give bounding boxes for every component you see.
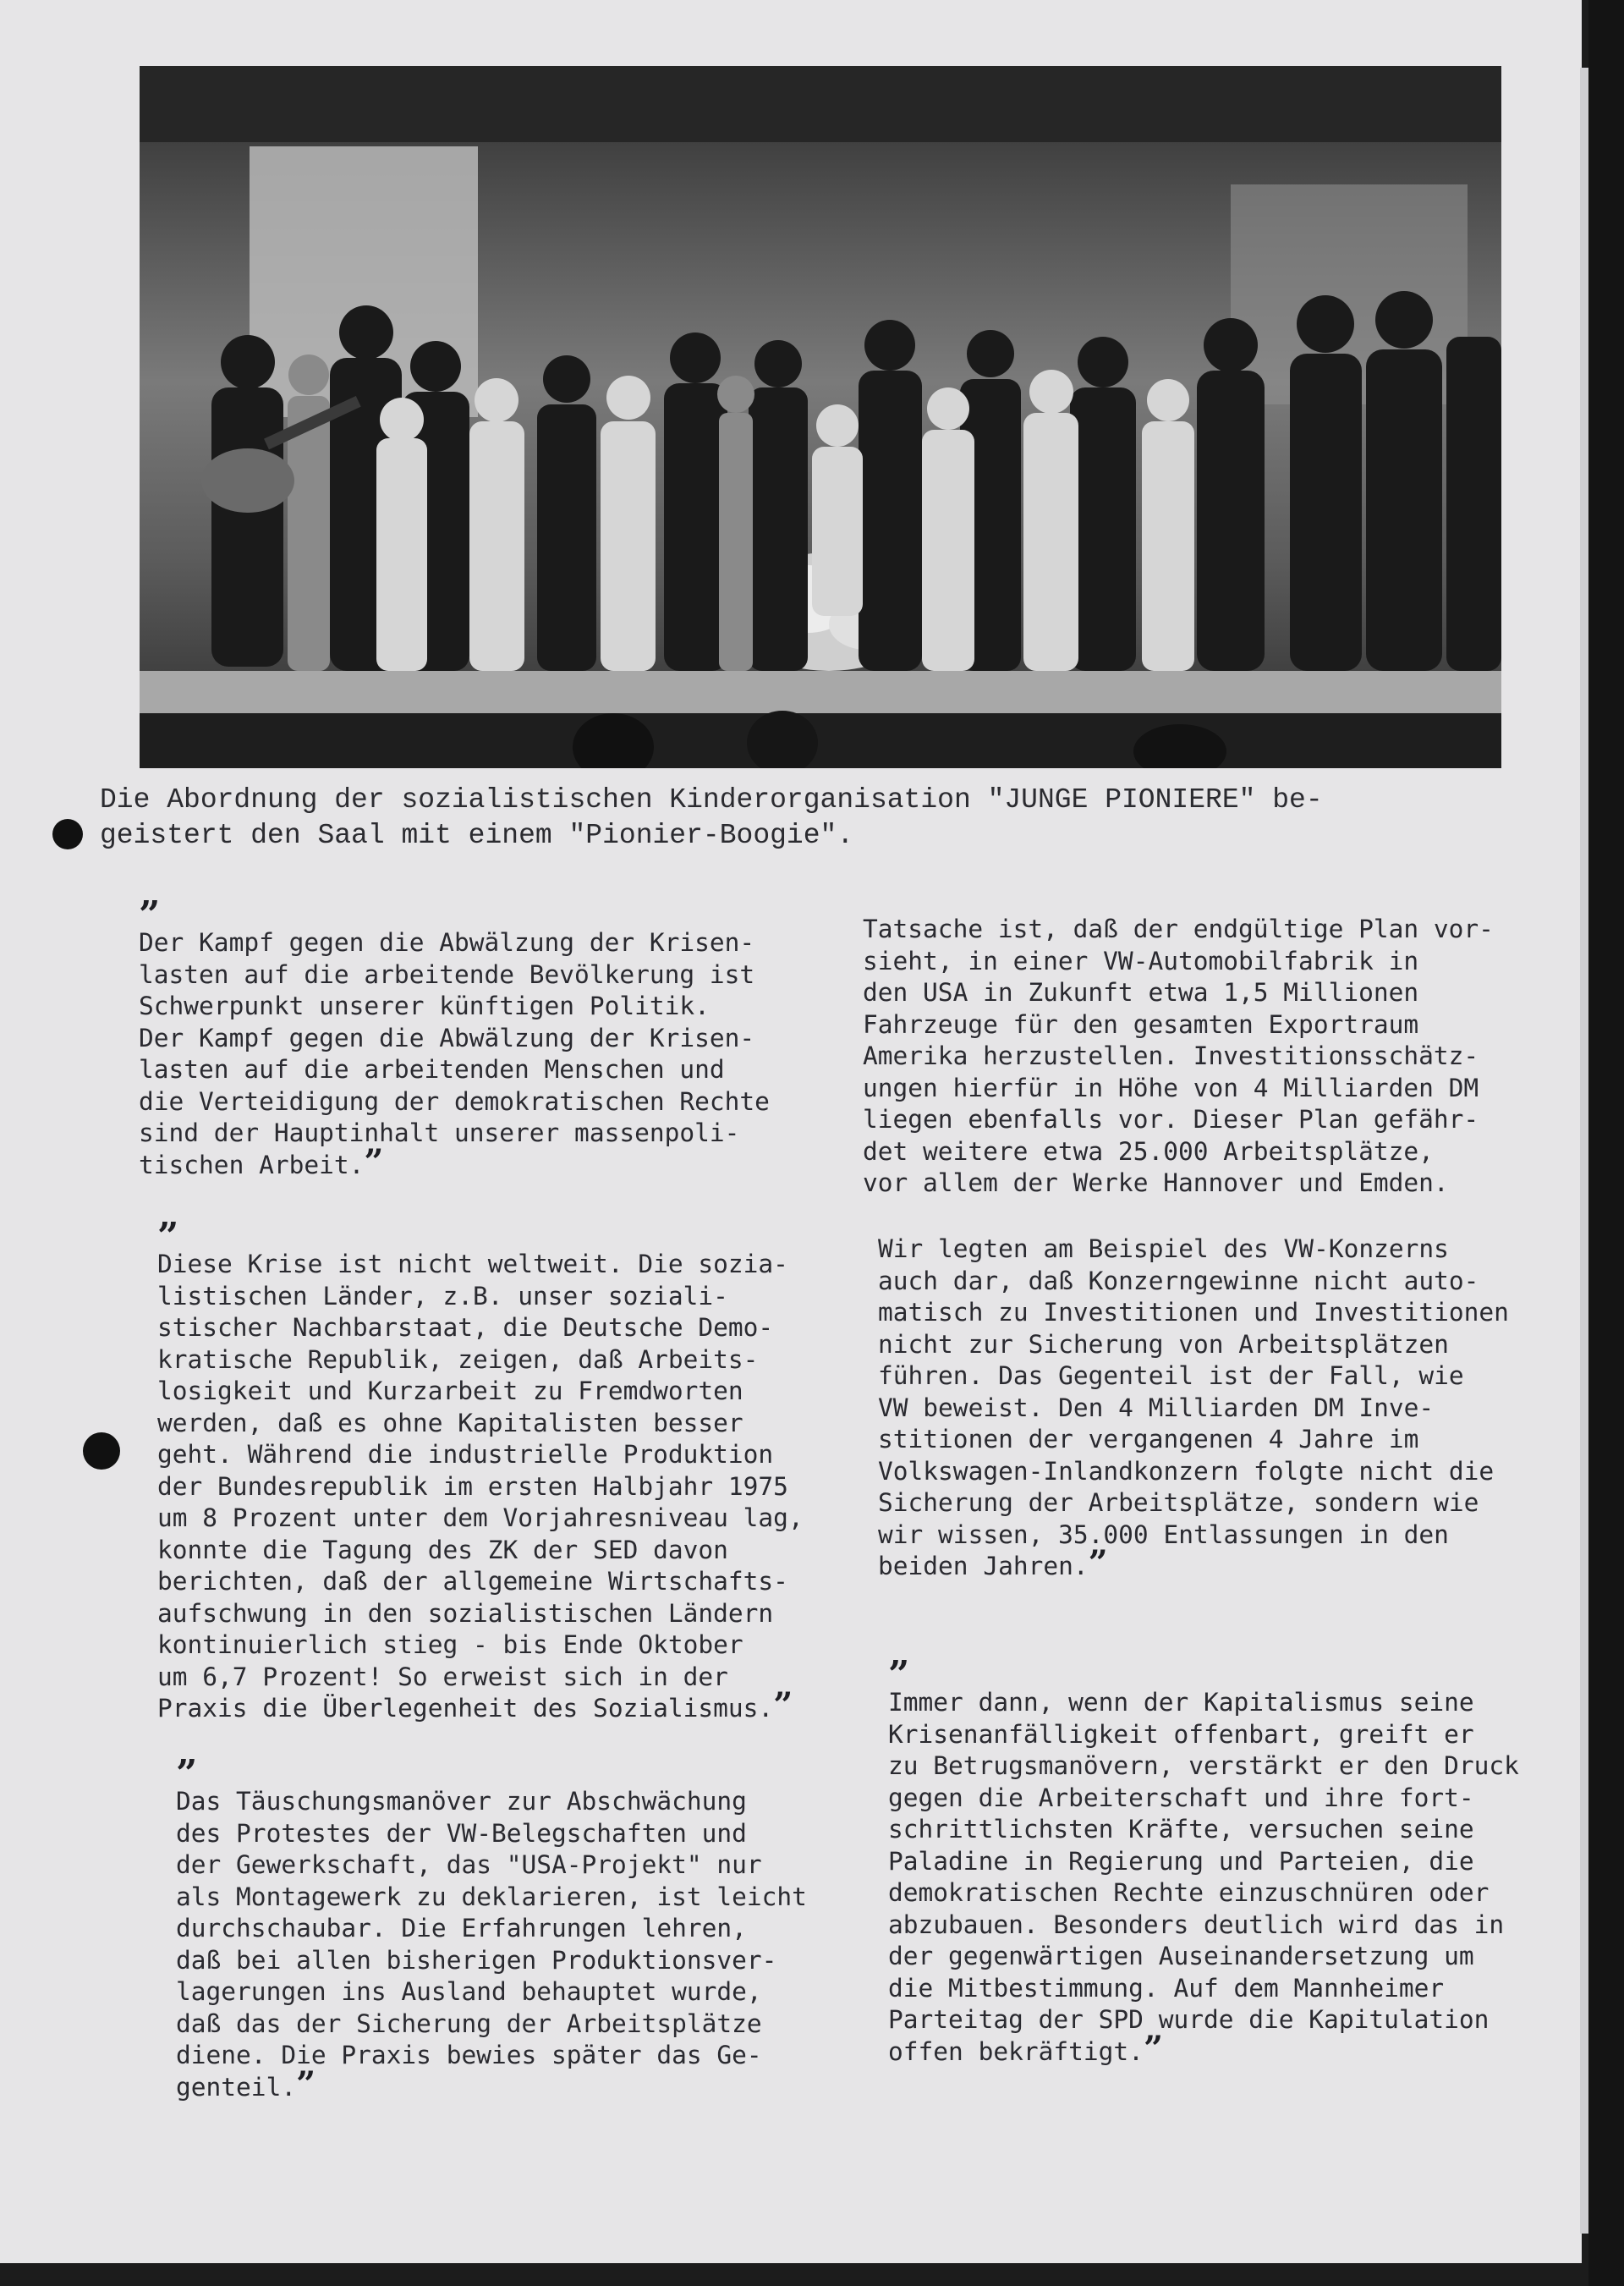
quote-block-1 [139,893,770,1182]
caption-line-1: Die Abordnung der sozialistischen Kinderorganisation "JUNGE PIONIERE" be- [100,784,1323,816]
text-line: Volkswagen-Inlandkonzern folgte nicht die [878,1456,1495,1486]
text-line: Der Kampf gegen die Abwälzung der Krisen- [139,928,755,957]
closing-quote-mark: ” [1143,2028,1160,2069]
text-line: um 6,7 Prozent! So erweist sich in der [157,1662,728,1691]
text-line: matisch zu Investitionen und Investitionen [878,1298,1509,1327]
text-line: Diese Krise ist nicht weltweit. Die sozia- [157,1250,788,1278]
text-line: kratische Republik, zeigen, daß Arbeits- [157,1344,759,1374]
text-line: lasten auf die arbeitende Bevölkerung ist [139,959,755,989]
text-line: VW beweist. Den 4 Milliarden DM Inve- [878,1393,1435,1422]
text-line: tischen Arbeit.” [139,1141,381,1182]
paragraph-vw-investments [878,1234,1509,1583]
text-line: aufschwung in den sozialistischen Ländern [157,1598,774,1628]
closing-quote-mark: ” [773,1685,791,1725]
text-line: listischen Länder, z.B. unser soziali- [157,1281,728,1311]
text-line: daß bei allen bisherigen Produktionsver- [176,1945,777,1975]
stage-photo [140,66,1501,768]
photo-caption [100,783,1512,854]
text-line: des Protestes der VW-Belegschaften und [176,1818,747,1848]
text-line: durchschaubar. Die Erfahrungen lehren, [176,1914,747,1943]
text-line: sind der Hauptinhalt unserer massenpoli- [139,1118,740,1147]
text-line: um 8 Prozent unter dem Vorjahresniveau lag, [157,1503,804,1532]
text-line: der Bundesrepublik im ersten Halbjahr 1975 [157,1471,788,1501]
text-line: sieht, in einer VW-Automobilfabrik in [863,946,1419,975]
text-line: kontinuierlich stieg - bis Ende Oktober [157,1630,743,1659]
closing-quote-mark: ” [296,2063,314,2104]
text-line: daß das der Sicherung der Arbeitsplätze [176,2008,762,2038]
text-line: wir wissen, 35.000 Entlassungen in den [878,1519,1449,1549]
text-line: Parteitag der SPD wurde die Kapitulation [888,2005,1490,2034]
text-line: liegen ebenfalls vor. Dieser Plan gefähr- [863,1105,1479,1134]
closing-quote-mark: ” [1088,1543,1106,1583]
text-line: zu Betrugsmanövern, verstärkt er den Druck [888,1751,1519,1780]
text-line: vor allem der Werke Hannover und Emden. [863,1168,1449,1197]
text-line: der Gewerkschaft, das "USA-Projekt" nur [176,1850,762,1879]
background-edge [1588,0,1624,2286]
text-line: Der Kampf gegen die Abwälzung der Krisen- [139,1023,755,1052]
opening-quote-mark: ” [176,1752,195,1795]
text-line: Krisenanfälligkeit offenbart, greift er [888,1719,1474,1749]
text-line: werden, daß es ohne Kapitalisten besser [157,1408,743,1437]
text-line: gegen die Arbeiterschaft und ihre fort- [888,1783,1474,1812]
punch-hole-top [52,819,83,849]
text-line: schrittlichsten Kräfte, versuchen seine [888,1815,1474,1844]
text-line: ungen hierfür in Höhe von 4 Milliarden DM [863,1073,1479,1102]
punch-hole-middle [83,1432,120,1470]
text-line: Schwerpunkt unserer künftigen Politik. [139,992,710,1020]
text-line: Das Täuschungsmanöver zur Abschwächung [176,1787,747,1816]
text-line: Sicherung der Arbeitsplätze, sondern wie [878,1488,1479,1517]
text-line: den USA in Zukunft etwa 1,5 Millionen [863,978,1419,1007]
text-line: lasten auf die arbeitenden Menschen und [139,1055,725,1084]
text-line: Tatsache ist, daß der endgültige Plan vor- [863,915,1494,943]
text-line: genteil.” [176,2063,314,2104]
text-line: beiden Jahren.” [878,1543,1106,1583]
text-line: demokratischen Rechte einzuschnüren oder [888,1878,1490,1907]
text-line: nicht zur Sicherung von Arbeitsplätzen [878,1329,1449,1359]
quote-block-3 [176,1752,807,2104]
closing-quote-mark: ” [364,1141,381,1182]
text-line: lagerungen ins Ausland behauptet wurde, [176,1977,762,2006]
text-line: geht. Während die industrielle Produktion [157,1440,774,1469]
text-line: als Montagewerk zu deklarieren, ist leicht [176,1882,807,1911]
text-line: konnte die Tagung des ZK der SED davon [157,1535,728,1564]
text-line: Praxis die Überlegenheit des Sozialismus.” [157,1685,791,1725]
text-line: der gegenwärtigen Auseinandersetzung um [888,1942,1474,1970]
caption-line-2: geistert den Saal mit einem "Pionier-Boogie". [100,820,854,851]
text-line: offen bekräftigt.” [888,2028,1160,2069]
opening-quote-mark: ” [157,1215,177,1258]
text-line: det weitere etwa 25.000 Arbeitsplätze, [863,1136,1434,1166]
paragraph-usa-plan [863,914,1494,1200]
text-line: die Mitbestimmung. Auf dem Mannheimer [888,1973,1445,2003]
text-line: auch dar, daß Konzerngewinne nicht auto- [878,1266,1479,1295]
text-line: abzubauen. Besonders deutlich wird das in [888,1910,1505,1939]
quote-block-4 [888,1653,1519,2069]
text-line: losigkeit und Kurzarbeit zu Fremdworten [157,1377,743,1405]
text-line: Wir legten am Beispiel des VW-Konzerns [878,1234,1449,1263]
quote-block-2 [157,1215,804,1725]
opening-quote-mark: ” [888,1653,908,1696]
text-line: diene. Die Praxis bewies später das Ge- [176,2041,762,2069]
text-line: Amerika herzustellen. Investitionsschätz- [863,1041,1479,1070]
text-line: stischer Nachbarstaat, die Deutsche Demo- [157,1313,774,1342]
text-line: die Verteidigung der demokratischen Rechte [139,1086,770,1116]
text-line: Paladine in Regierung und Parteien, die [888,1846,1474,1876]
text-line: stitionen der vergangenen 4 Jahre im [878,1425,1419,1453]
stage-photo-image [140,66,1501,768]
opening-quote-mark: ” [139,893,158,937]
text-line: Immer dann, wenn der Kapitalismus seine [888,1688,1474,1717]
text-line: führen. Das Gegenteil ist der Fall, wie [878,1361,1464,1390]
text-line: Fahrzeuge für den gesamten Exportraum [863,1009,1419,1039]
text-line: berichten, daß der allgemeine Wirtschafts- [157,1567,788,1596]
